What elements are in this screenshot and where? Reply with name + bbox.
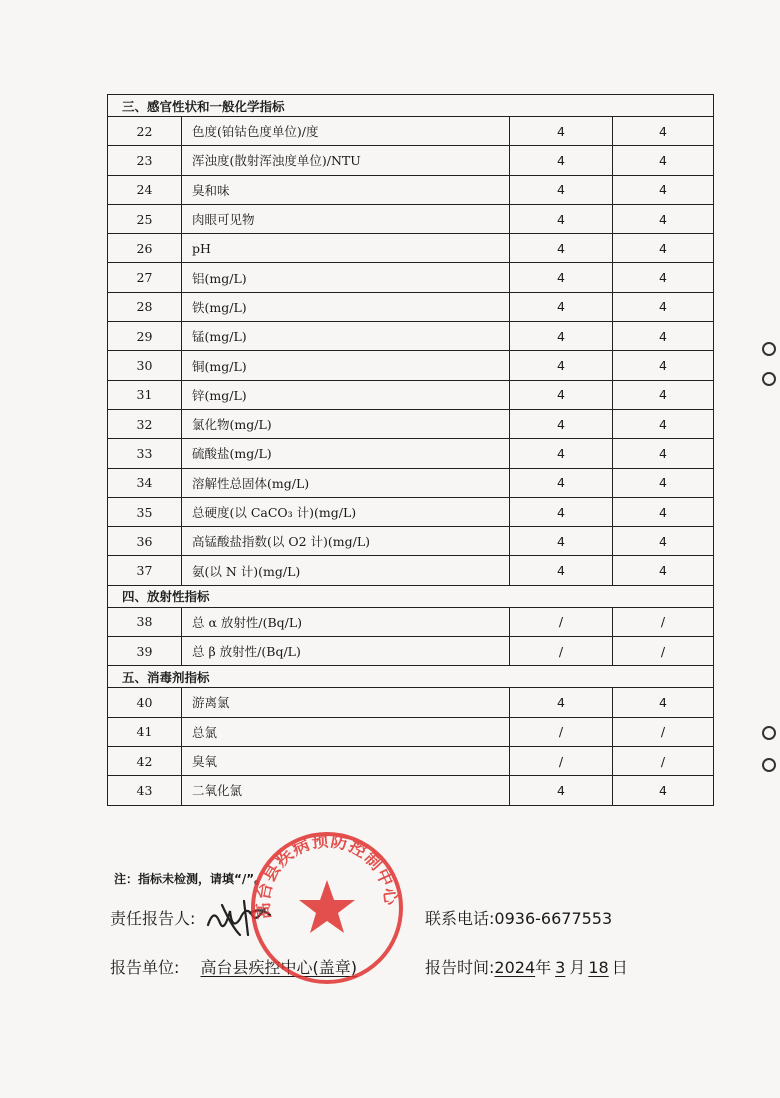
table-row — [108, 351, 714, 380]
indicator-name: 硫酸盐(mg/L) — [182, 439, 510, 468]
table-row — [108, 146, 714, 175]
value-col-2: 4 — [613, 527, 714, 556]
table-row — [108, 746, 714, 775]
indicator-name: pH — [182, 234, 510, 263]
row-number: 35 — [108, 497, 182, 526]
row-number: 36 — [108, 527, 182, 556]
row-number: 29 — [108, 322, 182, 351]
table-row — [108, 637, 714, 666]
value-col-1: 4 — [510, 439, 613, 468]
row-number: 22 — [108, 117, 182, 146]
indicator-name: 溶解性总固体(mg/L) — [182, 468, 510, 497]
phone-number: 0936-6677553 — [494, 909, 613, 928]
year-suffix: 年 — [535, 958, 552, 977]
row-number: 31 — [108, 380, 182, 409]
table-row — [108, 527, 714, 556]
row-number: 30 — [108, 351, 182, 380]
value-col-1: 4 — [510, 556, 613, 585]
report-month: 3 — [555, 958, 566, 977]
value-col-1: 4 — [510, 117, 613, 146]
value-col-2: 4 — [613, 204, 714, 233]
value-col-2: 4 — [613, 292, 714, 321]
row-number: 26 — [108, 234, 182, 263]
indicator-name: 铜(mg/L) — [182, 351, 510, 380]
value-col-1: 4 — [510, 380, 613, 409]
table-row — [108, 468, 714, 497]
value-col-2: 4 — [613, 263, 714, 292]
indicator-name: 铁(mg/L) — [182, 292, 510, 321]
value-col-1: 4 — [510, 146, 613, 175]
row-number: 42 — [108, 746, 182, 775]
value-col-1: 4 — [510, 322, 613, 351]
table-row — [108, 497, 714, 526]
section-header-row — [108, 585, 714, 607]
indicator-name: 总硬度(以 CaCO₃ 计)(mg/L) — [182, 497, 510, 526]
indicator-name: 总 β 放射性/(Bq/L) — [182, 637, 510, 666]
reporter-line — [110, 906, 195, 929]
value-col-1: 4 — [510, 497, 613, 526]
month-suffix: 月 — [569, 958, 586, 977]
row-number: 43 — [108, 776, 182, 805]
indicator-name: 游离氯 — [182, 688, 510, 717]
value-col-2: 4 — [613, 556, 714, 585]
value-col-2: 4 — [613, 468, 714, 497]
row-number: 33 — [108, 439, 182, 468]
value-col-1: 4 — [510, 204, 613, 233]
value-col-1: 4 — [510, 175, 613, 204]
indicator-name: 氯化物(mg/L) — [182, 409, 510, 438]
section-header-row — [108, 666, 714, 688]
value-col-1: / — [510, 637, 613, 666]
indicator-name: 臭和味 — [182, 175, 510, 204]
value-col-2: 4 — [613, 380, 714, 409]
table-row — [108, 717, 714, 746]
indicator-name: 总氯 — [182, 717, 510, 746]
value-col-1: / — [510, 746, 613, 775]
value-col-2: 4 — [613, 117, 714, 146]
value-col-1: 4 — [510, 292, 613, 321]
indicator-name: 色度(铂钴色度单位)/度 — [182, 117, 510, 146]
value-col-1: 4 — [510, 409, 613, 438]
section-title: 三、感官性状和一般化学指标 — [108, 95, 714, 117]
row-number: 23 — [108, 146, 182, 175]
unit-label: 报告单位: — [110, 958, 180, 977]
value-col-1: / — [510, 717, 613, 746]
table-row — [108, 263, 714, 292]
row-number: 24 — [108, 175, 182, 204]
table-row — [108, 556, 714, 585]
indicator-name: 肉眼可见物 — [182, 204, 510, 233]
table-row — [108, 322, 714, 351]
row-number: 37 — [108, 556, 182, 585]
footnote: 注：指标未检测，请填“/”。 — [114, 872, 267, 886]
value-col-2: 4 — [613, 409, 714, 438]
row-number: 32 — [108, 409, 182, 438]
table-row — [108, 439, 714, 468]
value-col-2: 4 — [613, 322, 714, 351]
report-day: 18 — [588, 958, 609, 977]
indicator-name: 二氧化氯 — [182, 776, 510, 805]
table-row — [108, 380, 714, 409]
row-number: 41 — [108, 717, 182, 746]
value-col-1: 4 — [510, 351, 613, 380]
indicator-name: 铝(mg/L) — [182, 263, 510, 292]
indicator-name: 锰(mg/L) — [182, 322, 510, 351]
phone-label: 联系电话: — [425, 909, 495, 928]
row-number: 25 — [108, 204, 182, 233]
value-col-2: / — [613, 717, 714, 746]
value-col-2: 4 — [613, 439, 714, 468]
value-col-2: 4 — [613, 146, 714, 175]
report-year: 2024 — [494, 958, 536, 977]
indicator-table — [107, 94, 714, 806]
time-line — [425, 955, 628, 978]
row-number: 34 — [108, 468, 182, 497]
value-col-1: 4 — [510, 776, 613, 805]
indicator-name: 氨(以 N 计)(mg/L) — [182, 556, 510, 585]
time-label: 报告时间: — [425, 958, 495, 977]
table-row — [108, 204, 714, 233]
value-col-2: / — [613, 746, 714, 775]
value-col-1: / — [510, 607, 613, 636]
row-number: 27 — [108, 263, 182, 292]
value-col-2: 4 — [613, 688, 714, 717]
row-number: 38 — [108, 607, 182, 636]
value-col-1: 4 — [510, 234, 613, 263]
indicator-name: 锌(mg/L) — [182, 380, 510, 409]
value-col-2: / — [613, 637, 714, 666]
value-col-2: 4 — [613, 351, 714, 380]
row-number: 28 — [108, 292, 182, 321]
section-title: 四、放射性指标 — [108, 585, 714, 607]
indicator-name: 高锰酸盐指数(以 O2 计)(mg/L) — [182, 527, 510, 556]
table-row — [108, 234, 714, 263]
table-row — [108, 175, 714, 204]
value-col-1: 4 — [510, 468, 613, 497]
value-col-2: 4 — [613, 776, 714, 805]
section-header-row — [108, 95, 714, 117]
value-col-2: 4 — [613, 175, 714, 204]
value-col-1: 4 — [510, 688, 613, 717]
unit-name: 高台县疾控中心(盖章) — [200, 958, 357, 977]
svg-text:高台县疾病预防控制中心: 高台县疾病预防控制中心 — [253, 831, 401, 921]
table-row — [108, 117, 714, 146]
table-row — [108, 688, 714, 717]
table-row — [108, 292, 714, 321]
value-col-1: 4 — [510, 263, 613, 292]
indicator-name: 总 α 放射性/(Bq/L) — [182, 607, 510, 636]
table-row — [108, 607, 714, 636]
section-title: 五、消毒剂指标 — [108, 666, 714, 688]
value-col-1: 4 — [510, 527, 613, 556]
reporter-label: 责任报告人: — [110, 909, 196, 928]
indicator-name: 浑浊度(散射浑浊度单位)/NTU — [182, 146, 510, 175]
value-col-2: 4 — [613, 497, 714, 526]
official-seal — [247, 828, 407, 988]
table-row — [108, 776, 714, 805]
indicator-name: 臭氧 — [182, 746, 510, 775]
phone-line — [425, 906, 612, 929]
day-suffix: 日 — [611, 958, 628, 977]
row-number: 39 — [108, 637, 182, 666]
value-col-2: / — [613, 607, 714, 636]
row-number: 40 — [108, 688, 182, 717]
value-col-2: 4 — [613, 234, 714, 263]
table-row — [108, 409, 714, 438]
